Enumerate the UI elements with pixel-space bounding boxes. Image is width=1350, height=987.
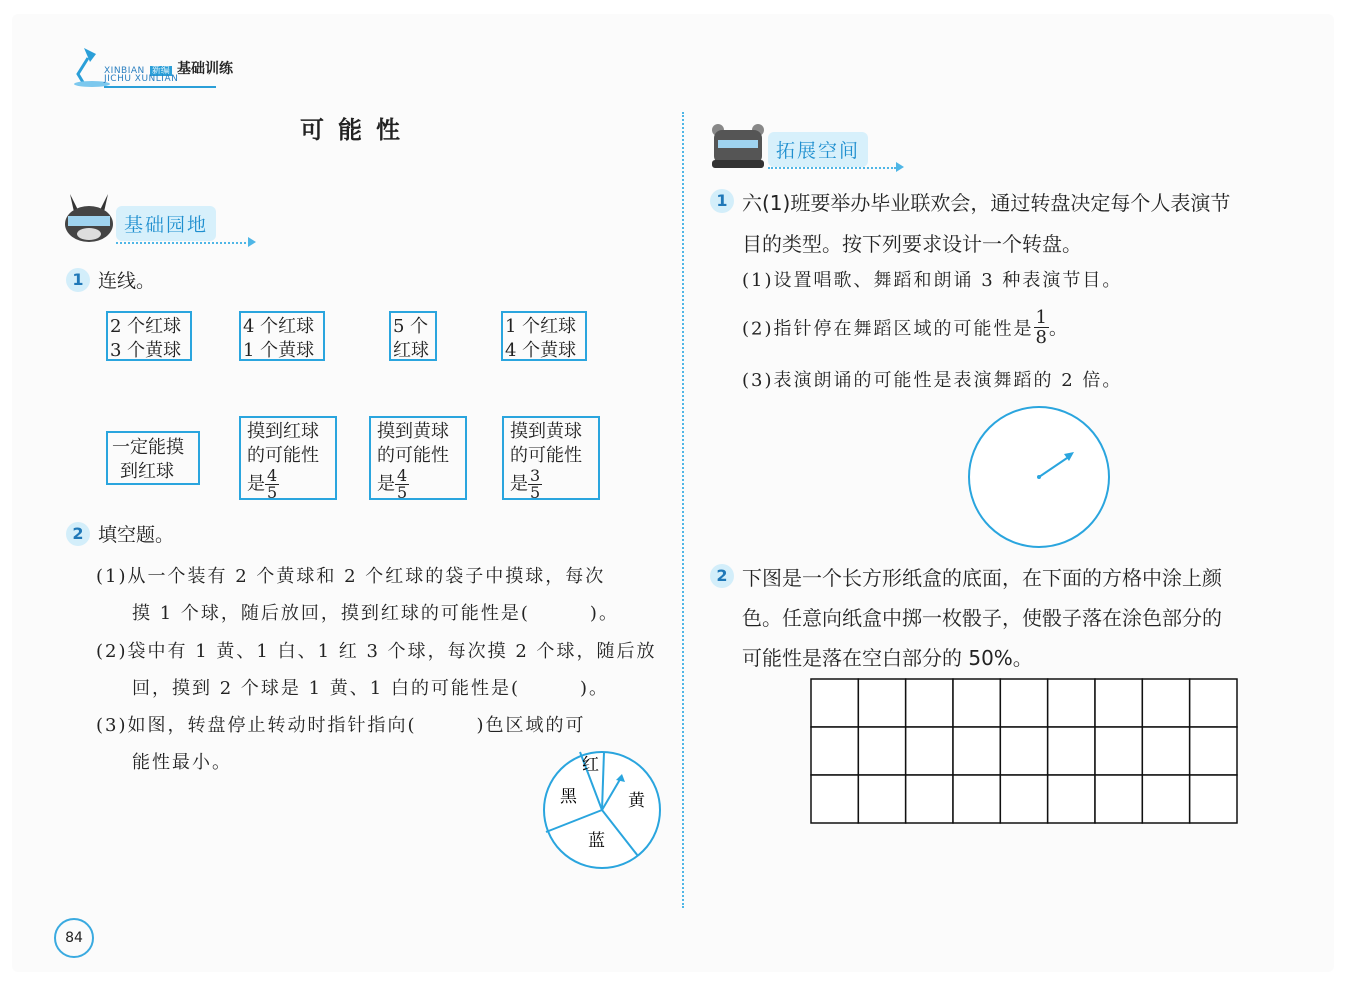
logo-pinyin-top: XINBIAN — [104, 66, 145, 76]
question-number: 1 — [710, 189, 734, 213]
grid-cell[interactable] — [1142, 775, 1189, 823]
box-line: 是 — [377, 473, 395, 495]
grid-cell[interactable] — [811, 727, 858, 775]
fill-line: (3)如图，转盘停止转动时指针指向( )色区域的可 — [96, 715, 586, 736]
box-line: 是 — [510, 473, 528, 495]
box-line: 1 个红球 — [505, 316, 577, 337]
match-box-top[interactable] — [501, 311, 587, 361]
box-line: 3 个黄球 — [110, 340, 182, 361]
fraction-denominator: 8 — [1035, 327, 1047, 348]
grid-cell[interactable] — [953, 775, 1000, 823]
page-title: 可能性 — [300, 116, 414, 144]
spinner-label-yellow: 黄 — [628, 791, 645, 811]
grid-cell[interactable] — [906, 727, 953, 775]
box-line: 摸到黄球 — [510, 421, 582, 442]
fraction — [395, 468, 409, 501]
logo-pinyin-bottom: JICHU XUNLIAN — [104, 74, 179, 84]
grid-cell[interactable] — [1048, 679, 1095, 727]
logo-tag: 新编 — [151, 66, 170, 76]
match-box-bottom[interactable] — [369, 416, 467, 500]
spinner-label-red: 红 — [582, 755, 599, 775]
box-line: 4 个红球 — [243, 316, 315, 337]
grid-cell[interactable] — [858, 679, 905, 727]
grid-cell[interactable] — [953, 679, 1000, 727]
box-line: 摸到红球 — [247, 421, 319, 442]
box-line: 1 个黄球 — [243, 340, 315, 361]
section-title-basic: 基础园地 — [116, 206, 216, 241]
question-number: 2 — [66, 522, 90, 546]
question-text: 填空题。 — [98, 524, 175, 546]
grid-cell[interactable] — [811, 775, 858, 823]
spinner-label-blue: 蓝 — [588, 831, 605, 851]
box-fraction-line — [377, 468, 463, 501]
grid-cell[interactable] — [1095, 775, 1142, 823]
question-text: 连线。 — [98, 270, 156, 292]
banner-arrow — [248, 237, 256, 247]
fill-line: 能性最小。 — [132, 752, 232, 773]
section-title-extension: 拓展空间 — [768, 132, 868, 167]
grid-cell[interactable] — [1048, 727, 1095, 775]
box-fraction-line — [510, 468, 596, 501]
page-number: 84 — [54, 918, 94, 958]
workbook-page — [12, 14, 1334, 972]
match-box-bottom[interactable] — [502, 416, 600, 500]
question-number: 2 — [710, 564, 734, 588]
fraction-numerator: 3 — [530, 466, 541, 485]
question-text: 目的类型。按下列要求设计一个转盘。 — [742, 232, 1082, 256]
grid-cell[interactable] — [858, 775, 905, 823]
box-line: 的可能性 — [247, 445, 319, 466]
logo-title: 基础训练 — [176, 61, 233, 77]
fraction-denominator: 5 — [397, 483, 408, 502]
grid-cell[interactable] — [1000, 775, 1047, 823]
fraction-denominator: 5 — [267, 483, 278, 502]
rabbit-icon — [62, 190, 116, 246]
grid-cell[interactable] — [858, 727, 905, 775]
fill-line: (2)袋中有 1 黄、1 白、1 红 3 个球，每次摸 2 个球，随后放 — [96, 641, 657, 662]
requirement: (3)表演朗诵的可能性是表演舞蹈的 2 倍。 — [742, 370, 1123, 391]
requirement — [742, 308, 1069, 347]
blank-spinner[interactable] — [966, 404, 1112, 550]
box-line: 5 个 — [393, 316, 429, 337]
question-text: 六(1)班要举办毕业联欢会，通过转盘决定每个人表演节 — [742, 191, 1231, 215]
question-number: 1 — [66, 268, 90, 292]
grid-cell[interactable] — [1190, 775, 1237, 823]
grid-cell[interactable] — [953, 727, 1000, 775]
requirement-text: (2)指针停在舞蹈区域的可能性是 — [742, 318, 1034, 340]
fraction-numerator: 4 — [397, 466, 408, 485]
grid-cell[interactable] — [1190, 727, 1237, 775]
grid-cell[interactable] — [906, 679, 953, 727]
box-line: 摸到黄球 — [377, 421, 449, 442]
fill-line: 回，摸到 2 个球是 1 黄、1 白的可能性是( )。 — [132, 678, 610, 699]
box-line: 是 — [247, 473, 265, 495]
coloring-grid[interactable] — [810, 678, 1238, 824]
fraction-denominator: 5 — [530, 483, 541, 502]
question-text: 下图是一个长方形纸盒的底面，在下面的方格中涂上颜 — [742, 566, 1222, 590]
fraction-numerator: 1 — [1035, 307, 1047, 328]
grid-cell[interactable] — [906, 775, 953, 823]
match-box-top[interactable] — [106, 311, 192, 361]
box-line: 一定能摸 — [112, 437, 184, 458]
spinner-diagram — [540, 748, 664, 872]
match-box-bottom[interactable] — [239, 416, 337, 500]
grid-cell[interactable] — [1142, 679, 1189, 727]
fraction — [1034, 308, 1049, 347]
logo-underline — [104, 86, 216, 88]
grid-cell[interactable] — [1000, 727, 1047, 775]
header-logo — [70, 44, 233, 90]
grid-cell[interactable] — [1142, 727, 1189, 775]
grid-cell[interactable] — [1095, 679, 1142, 727]
question-text: 色。任意向纸盒中掷一枚骰子，使骰子落在涂色部分的 — [742, 606, 1222, 630]
grid-cell[interactable] — [1000, 679, 1047, 727]
grid-cell[interactable] — [1190, 679, 1237, 727]
match-box-top[interactable] — [389, 311, 437, 361]
box-line: 的可能性 — [510, 445, 582, 466]
banner-dots — [768, 167, 896, 169]
fraction-numerator: 4 — [267, 466, 278, 485]
cat-icon — [710, 122, 766, 172]
section-banner-extension — [710, 122, 904, 178]
box-fraction-line — [247, 468, 333, 501]
section-banner-basic — [62, 190, 256, 250]
fill-line: (1)从一个装有 2 个黄球和 2 个红球的袋子中摸球，每次 — [96, 566, 606, 587]
box-line: 的可能性 — [377, 445, 449, 466]
match-box-top[interactable] — [239, 311, 325, 361]
requirement-end: 。 — [1048, 318, 1069, 340]
grid-cell[interactable] — [1095, 727, 1142, 775]
fraction — [265, 468, 279, 501]
banner-arrow — [896, 162, 904, 172]
box-line: 到红球 — [120, 461, 174, 482]
match-box-bottom[interactable] — [106, 431, 200, 485]
question-text: 可能性是落在空白部分的 50%。 — [742, 646, 1033, 670]
page-divider — [682, 112, 684, 908]
fill-line: 摸 1 个球，随后放回，摸到红球的可能性是( )。 — [132, 603, 619, 624]
fraction — [528, 468, 542, 501]
grid-cell[interactable] — [811, 679, 858, 727]
grid-cell[interactable] — [1048, 775, 1095, 823]
requirement: (1)设置唱歌、舞蹈和朗诵 3 种表演节目。 — [742, 270, 1123, 291]
spinner-label-black: 黑 — [560, 787, 577, 807]
box-line: 红球 — [393, 340, 429, 361]
banner-dots — [116, 242, 250, 244]
box-line: 2 个红球 — [110, 316, 182, 337]
box-line: 4 个黄球 — [505, 340, 577, 361]
